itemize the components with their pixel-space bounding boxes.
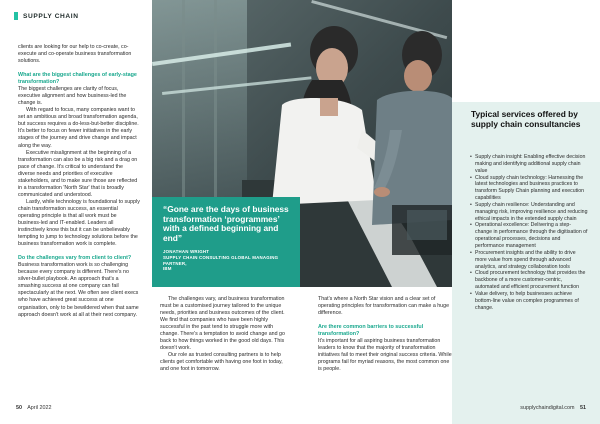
article-column-3 (318, 296, 452, 373)
quote-author-name: JONATHAN WRIGHT (163, 249, 210, 255)
quote-author-company: IBM (163, 266, 172, 272)
page-number-right: 51 (580, 405, 586, 411)
list-item: • Operational excellence: Delivering a step-change in performance through the digitisation of operational processes, decisions and performance management (470, 222, 588, 249)
list-item: • Cloud supply chain technology: Harnessing the latest technologies and business practices to transform Supply Chain planning and execution capabilities (470, 175, 588, 202)
paragraph: Lastly, while technology is foundational to supply chain transformation success, an essential operating principle is that all work must be business-led and IT-enabled. Leaders all instinctively know this but it can be unbelievably tempting to jump to technology solutions before the business transformation work is complete. (18, 198, 140, 248)
pull-quote-attribution (163, 249, 292, 271)
footer-right (520, 405, 586, 411)
list-item: • Value delivery, to help businesses achieve bottom-line value on complex programmes of change. (470, 291, 588, 312)
services-list (470, 154, 588, 311)
section-tag (14, 12, 79, 20)
sidebar-title: Typical services offered by supply chain consultancies (471, 109, 581, 129)
site-name: supplychaindigital.com (520, 405, 575, 411)
list-item: • Procurement insights and the ability to drive more value from spend through advanced analytics, and strategy collaboration tools (470, 250, 588, 271)
paragraph: Business transformation work is so challenging because every company is different. There's no silver-bullet playbook. An approach that's a smashing success at one company can fail spectacularly at the next. We often see client execs who have achieved great success at one organisation, only to be bewildered when that same approach doesn't work at all at their next company. (18, 262, 139, 318)
services-sidebar (452, 102, 600, 424)
article-column-1 (18, 44, 140, 319)
paragraph: The biggest challenges are clarity of focus, executive alignment and how business-led the change is. (18, 86, 127, 107)
subheading-barriers: Are there common barriers to successful transformation? (318, 324, 424, 338)
subheading-challenges: What are the biggest challenges of early-stage transformation? (18, 72, 137, 86)
section-tag-bar (14, 12, 18, 20)
paragraph: It's important for all aspiring business transformation leaders to know that the majority of transformation initiatives fail to meet their original success criteria. While programs fail for myriad reasons, the most common one is people. (318, 338, 452, 373)
paragraph: The challenges vary, and business transformation must be a customised journey tailored to the unique needs, priorities and business outcomes of the client. We find that companies who have been highly successful in the past tend to struggle more with change. There's a temptation to avoid change and go back to how things worked in the good old days. This doesn't work. (160, 296, 285, 352)
intro-paragraph: clients are looking for our help to co-create, co-execute and co-operate business transformation solutions. (18, 44, 132, 65)
paragraph: That's where a North Star vision and a clear set of operating principles for transformation can make a huge difference. (318, 296, 450, 317)
list-item: • Cloud procurement technology that provides the backbone of a more customer-centric, automated and efficient procurement function (470, 270, 588, 291)
paragraph: Our role as trusted consulting partners is to help clients get comfortable with having one foot in today, and one foot in tomorrow. (160, 352, 283, 373)
paragraph: Executive misalignment at the beginning of a transformation can also be a big risk and a drag on pace of change. It's critical to understand the diverse needs and priorities of executive stakeholders, and to make sure those are reflected in a transformation 'North Star' that is broadly communicated and understood. (18, 149, 138, 198)
paragraph: With regard to focus, many companies want to set an ambitious and broad transformation agenda, but success requires a do-less-but-better discipline. It's better to focus on fewer initiatives in the early stages of the journey and drive change and impact along the way. (18, 107, 139, 149)
quote-author-role: SUPPLY CHAIN CONSULTING GLOBAL MANAGING PARTNER, (163, 254, 279, 266)
article-column-2 (160, 296, 292, 374)
pull-quote-text: “Gone are the days of business transformation ‘programmes’ with a defined beginning and end” (163, 204, 289, 243)
list-item: • Supply chain insight: Enabling effective decision making and identifying additional supply chain value (470, 154, 588, 175)
issue-date: April 2022 (27, 405, 52, 411)
section-tag-label: SUPPLY CHAIN (23, 12, 79, 20)
pull-quote (152, 197, 300, 287)
footer-left (16, 405, 51, 411)
page-number-left: 50 (16, 405, 22, 411)
subheading-vary: Do the challenges vary from client to client? (18, 255, 132, 262)
list-item: • Supply chain resilience: Understanding and managing risk, improving resilience and reducing ethical impacts in the extended supply chain (470, 202, 588, 223)
